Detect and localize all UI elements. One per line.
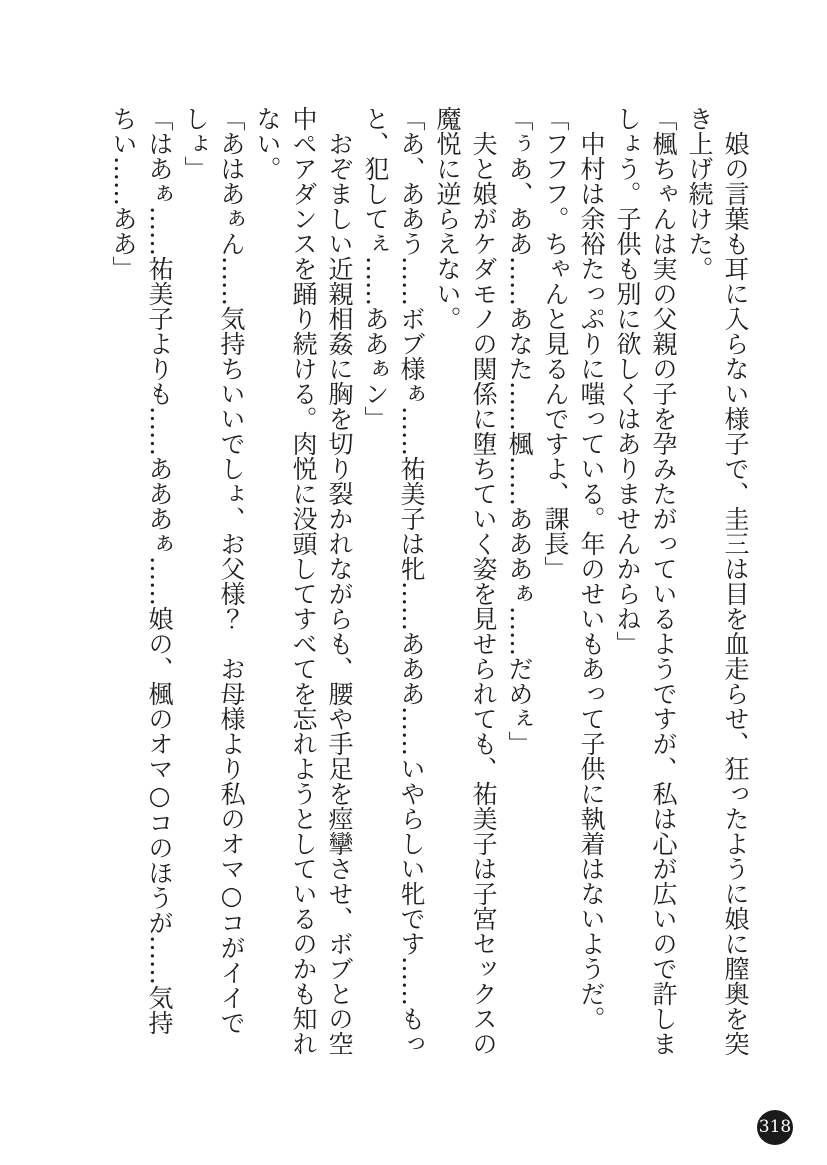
paragraph: おぞましい近親相姦に胸を切り裂かれながらも、腰や手足を痙攣させ、ボブとの空中ペアダンスを踊り続ける。肉悦に没頭してすべてを忘れようとしているのかも知れない。 bbox=[253, 106, 354, 1056]
paragraph: 「ぅあ、ああ……あなた……楓……あああぁ……だめぇ」 bbox=[505, 106, 534, 756]
body-text bbox=[105, 106, 753, 1056]
page-number: 318 bbox=[758, 1117, 792, 1137]
paragraph: 「あ、ああう……ボブ様ぁ……祐美子は牝……あああ……いやらしい牝です……もっと、犯してぇ……ああぁン」 bbox=[361, 106, 426, 1056]
paragraph: 「フフフ。ちゃんと見るんですよ、課長」 bbox=[541, 106, 570, 581]
paragraph: 中村は余裕たっぷりに嗤っている。年のせいもあって子供に執着はないようだ。 bbox=[577, 106, 606, 1031]
paragraph: 娘の言葉も耳に入らない様子で、圭三は目を血走らせ、狂ったように娘に膣奥を突き上げ続けた。 bbox=[685, 106, 750, 1056]
page-number-badge bbox=[757, 1110, 793, 1145]
paragraph: 「はあぁ……祐美子よりも……あああぁ……娘の、楓のオマ○コのほうが……気持ちい……ああ」 bbox=[109, 106, 174, 1035]
paragraph: 「あはあぁん……気持ちいいでしょ、お父様？ お母様より私のオマ○コがイイでしょ」 bbox=[181, 106, 246, 1035]
paragraph: 「楓ちゃんは実の父親の子を孕みたがっているようですが、私は心が広いので許しましょう。子供も別に欲しくはありませんからね」 bbox=[613, 106, 678, 1056]
paragraph: 夫と娘がケダモノの関係に堕ちていく姿を見せられても、祐美子は子宮セックスの魔悦に逆らえない。 bbox=[433, 106, 498, 1056]
